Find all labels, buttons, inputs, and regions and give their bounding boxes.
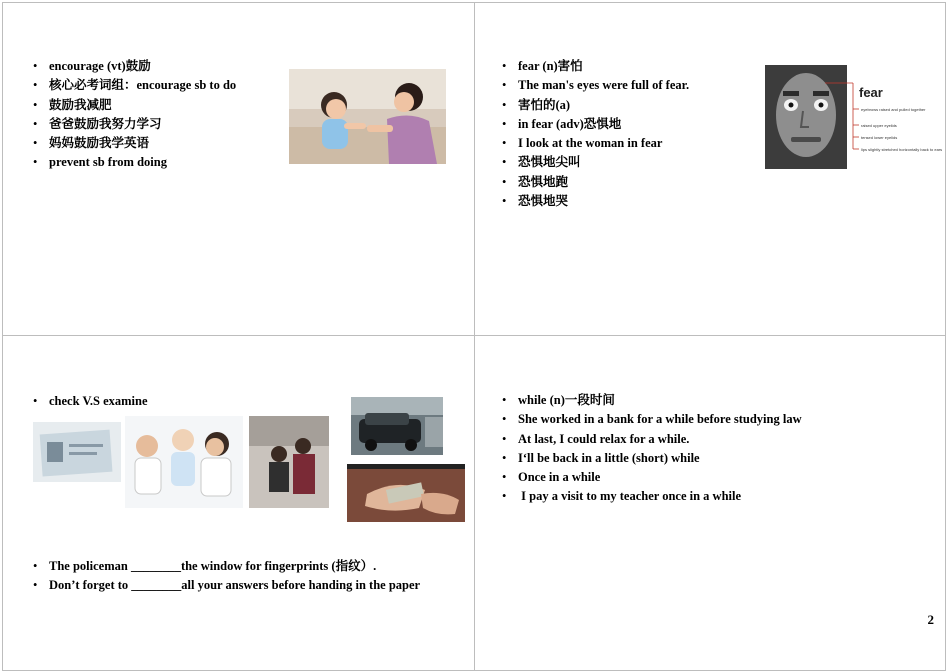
bullet-item: • 妈妈鼓励我学英语 xyxy=(33,134,236,153)
fear-annotation: lips slightly stretched horizontally back to ears xyxy=(861,147,943,152)
bullet-list xyxy=(33,557,420,596)
fear-annotation: tensed lower eyelids xyxy=(861,135,898,140)
bullet-item: • 恐惧地跑 xyxy=(502,173,689,192)
bullet-item: • 害怕的(a) xyxy=(502,96,689,115)
bullet-item: • Once in a while xyxy=(502,468,802,487)
car-photo xyxy=(351,397,443,455)
fear-annotation: eyebrows raised and pulled together xyxy=(861,107,926,112)
bullet-item: • 恐惧地尖叫 xyxy=(502,153,689,172)
bullet-item: • I pay a visit to my teacher once in a while xyxy=(502,487,802,506)
bullet-item: • I look at the woman in fear xyxy=(502,134,689,153)
fear-label: fear xyxy=(859,85,883,100)
security-check-photo xyxy=(249,416,329,508)
fear-face-diagram xyxy=(763,61,943,173)
bullet-item: • 鼓励我减肥 xyxy=(33,96,236,115)
bullet-item: • 核心必考词组：encourage sb to do xyxy=(33,76,236,95)
bullet-list xyxy=(502,57,689,211)
slide-while xyxy=(474,335,946,671)
passport-photo xyxy=(33,422,121,482)
fear-annotation: raised upper eyelids xyxy=(861,123,897,128)
bullet-item: • prevent sb from doing xyxy=(33,153,236,172)
bullet-item: • The man's eyes were full of fear. xyxy=(502,76,689,95)
bullet-item: • 恐惧地哭 xyxy=(502,192,689,211)
slide-encourage xyxy=(2,2,475,336)
bullet-item: • At last, I could relax for a while. xyxy=(502,430,802,449)
bullet-item: • check V.S examine xyxy=(33,392,148,411)
bullet-item: • in fear (adv)恐惧地 xyxy=(502,115,689,134)
slide-fear xyxy=(474,2,946,336)
bullet-list xyxy=(502,391,802,507)
bullet-item: • while (n)一段时间 xyxy=(502,391,802,410)
bullet-item: • The policeman ________the window for fingerprints (指纹）. xyxy=(33,557,420,576)
counting-money-photo xyxy=(347,464,465,522)
bullet-list xyxy=(33,392,148,411)
bullet-item: • encourage (vt)鼓励 xyxy=(33,57,236,76)
bullet-item: • She worked in a bank for a while before studying law xyxy=(502,410,802,429)
bullet-list xyxy=(33,57,236,173)
bullet-item: • Don’t forget to ________all your answers before handing in the paper xyxy=(33,576,420,595)
bullet-item: • 爸爸鼓励我努力学习 xyxy=(33,115,236,134)
page-number: 2 xyxy=(927,612,934,627)
mother-daughter-photo xyxy=(289,69,446,164)
doctor-examining-child-photo xyxy=(125,416,243,508)
bullet-item: • I‘ll be back in a little (short) while xyxy=(502,449,802,468)
bullet-item: • fear (n)害怕 xyxy=(502,57,689,76)
slide-check-examine xyxy=(2,335,475,671)
